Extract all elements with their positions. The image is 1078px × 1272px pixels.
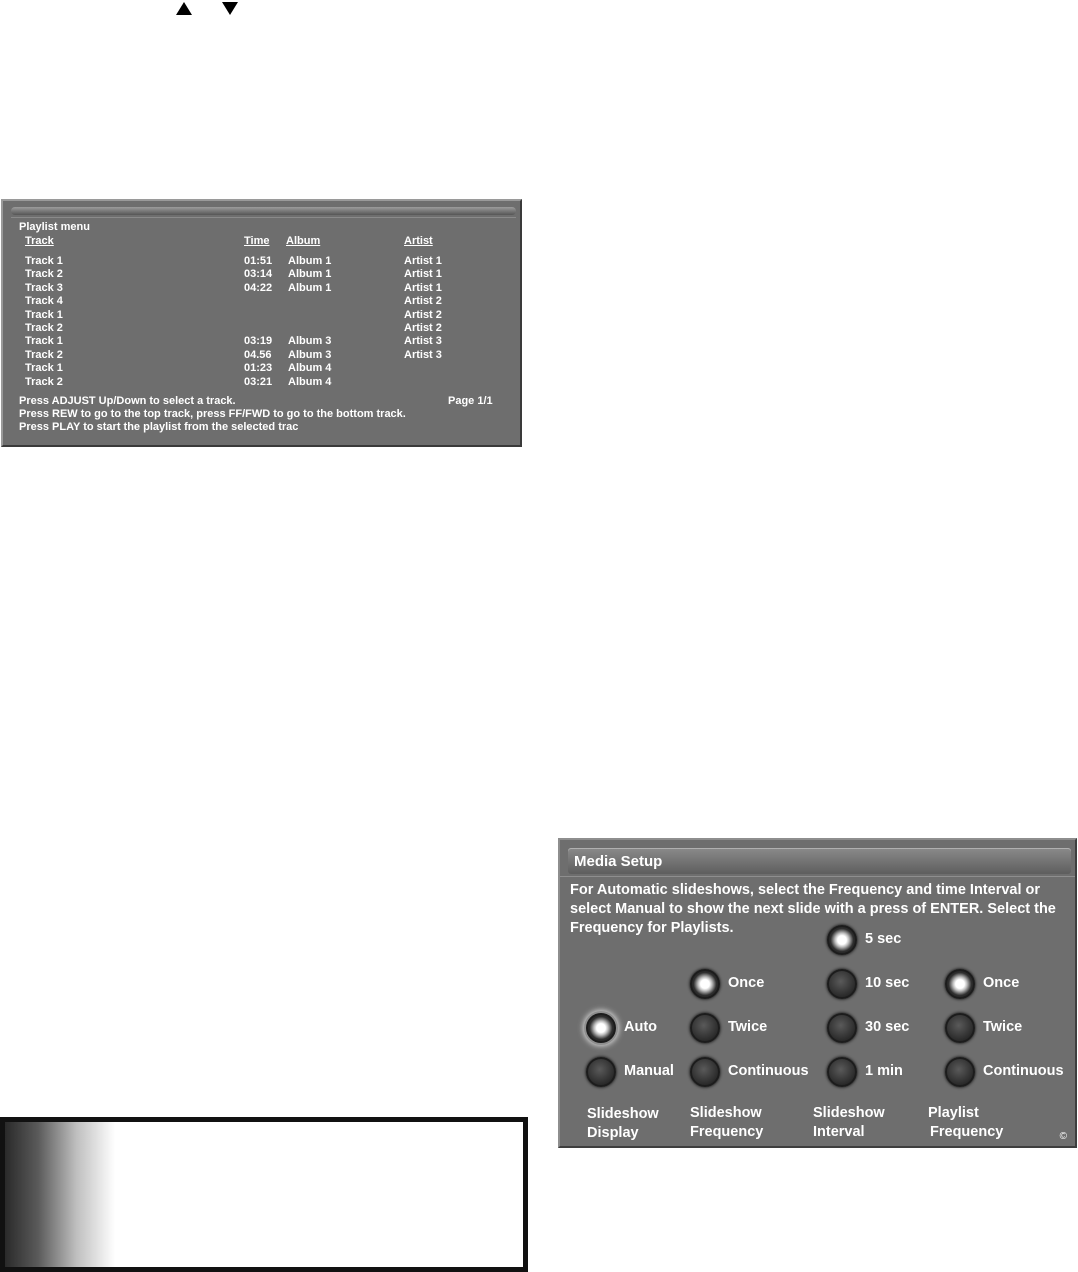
label-line: Playlist <box>928 1105 979 1121</box>
option-label: Once <box>983 975 1020 991</box>
instruction-play: Press PLAY to start the playlist from the selected trac <box>19 421 299 433</box>
option-label: 30 sec <box>865 1019 910 1035</box>
cell-time: 04.56 <box>244 348 272 361</box>
cell-album: Album 1 <box>288 281 332 294</box>
down-arrow-icon <box>222 2 238 15</box>
radio-unselected-icon[interactable] <box>690 1057 720 1087</box>
cell-time: 03:21 <box>244 375 273 388</box>
option-label: 5 sec <box>865 931 902 947</box>
radio-unselected-icon[interactable] <box>690 1013 720 1043</box>
label-slideshow-display <box>587 1105 659 1143</box>
cell-track: Track 1 <box>25 308 63 321</box>
table-row[interactable] <box>3 295 524 308</box>
option-label: Continuous <box>983 1063 1064 1079</box>
radio-unselected-icon[interactable] <box>827 1057 857 1087</box>
cell-artist: Artist 2 <box>404 308 442 321</box>
table-row[interactable] <box>3 322 524 335</box>
table-row[interactable] <box>3 255 524 268</box>
label-line: Frequency <box>930 1124 1004 1140</box>
radio-unselected-icon[interactable] <box>827 1013 857 1043</box>
cell-track: Track 1 <box>25 255 63 267</box>
playlist-menu-panel <box>1 199 522 447</box>
cell-track: Track 1 <box>25 335 63 348</box>
media-setup-title: Media Setup <box>574 853 663 870</box>
table-row[interactable] <box>3 362 524 375</box>
radio-selected-icon[interactable] <box>690 969 720 999</box>
table-row[interactable] <box>3 349 524 362</box>
cell-artist: Artist 2 <box>404 295 442 308</box>
note-box-gradient <box>5 1122 115 1267</box>
label-line: Slideshow <box>813 1105 885 1121</box>
cell-artist: Artist 1 <box>404 255 442 267</box>
cell-track: Track 3 <box>25 281 63 294</box>
cell-artist: Artist 1 <box>404 268 442 281</box>
option-label: 1 min <box>865 1063 903 1079</box>
cell-time: 03:14 <box>244 268 273 281</box>
table-row[interactable] <box>3 268 524 281</box>
note-box <box>0 1117 528 1272</box>
table-row[interactable] <box>3 282 524 295</box>
option-label: 10 sec <box>865 975 910 991</box>
cell-album: Album 3 <box>288 335 332 348</box>
option-label: Twice <box>983 1019 1023 1035</box>
column-header-album[interactable]: Album <box>286 235 321 247</box>
option-label: Manual <box>624 1063 674 1079</box>
cell-album: Album 4 <box>288 362 332 375</box>
radio-unselected-icon[interactable] <box>586 1057 616 1087</box>
option-label: Twice <box>728 1019 768 1035</box>
cell-artist: Artist 3 <box>404 348 442 361</box>
label-line: Slideshow <box>587 1106 659 1122</box>
cell-time: 01:51 <box>244 255 273 267</box>
label-line: Display <box>587 1125 639 1141</box>
radio-selected-icon[interactable] <box>586 1013 616 1043</box>
label-line: Frequency <box>690 1124 764 1140</box>
cell-track: Track 2 <box>25 322 63 334</box>
label-playlist-frequency <box>928 1104 1003 1142</box>
media-setup-panel <box>558 838 1077 1148</box>
label-line: Slideshow <box>690 1105 762 1121</box>
playlist-title: Playlist menu <box>19 221 90 233</box>
up-arrow-icon <box>176 2 192 15</box>
label-slideshow-frequency <box>690 1104 763 1142</box>
cell-time: 04:22 <box>244 281 273 294</box>
instruction-rew-ff: Press REW to go to the top track, press FF/FWD to go to the bottom track. <box>19 408 406 420</box>
cell-album: Album 1 <box>288 268 332 281</box>
cell-album: Album 3 <box>288 348 332 361</box>
option-label: Auto <box>624 1019 658 1035</box>
cell-track: Track 1 <box>25 362 63 375</box>
option-label: Once <box>728 975 765 991</box>
cell-artist: Artist 3 <box>404 335 442 348</box>
cell-time: 03:19 <box>244 335 273 348</box>
media-setup-title-bar <box>568 848 1071 874</box>
media-setup-description: For Automatic slideshows, select the Frequency and time Interval or select Manual to show the next slide with a press of ENTER. Select the Frequency for Playlists. <box>570 882 1056 936</box>
label-slideshow-interval <box>813 1104 885 1142</box>
radio-selected-icon[interactable] <box>827 925 857 955</box>
cell-track: Track 2 <box>25 375 63 388</box>
title-divider <box>560 876 1075 877</box>
column-header-time[interactable]: Time <box>244 235 270 247</box>
column-header-track[interactable]: Track <box>25 235 54 247</box>
cell-artist: Artist 1 <box>404 281 442 294</box>
table-row[interactable] <box>3 309 524 322</box>
label-line: Interval <box>813 1124 865 1140</box>
page-indicator: Page 1/1 <box>448 395 493 407</box>
cell-time: 01:23 <box>244 362 273 375</box>
table-row[interactable] <box>3 335 524 348</box>
cell-track: Track 4 <box>25 295 63 308</box>
cell-artist: Artist 2 <box>404 322 442 334</box>
radio-unselected-icon[interactable] <box>945 1013 975 1043</box>
cell-track: Track 2 <box>25 348 63 361</box>
instruction-adjust: Press ADJUST Up/Down to select a track. <box>19 395 236 407</box>
radio-unselected-icon[interactable] <box>827 969 857 999</box>
cell-album: Album 1 <box>288 255 332 267</box>
radio-selected-icon[interactable] <box>945 969 975 999</box>
table-row[interactable] <box>3 376 524 389</box>
cell-album: Album 4 <box>288 375 332 388</box>
playlist-title-bar <box>11 207 516 215</box>
option-label: Continuous <box>728 1063 809 1079</box>
column-header-artist[interactable]: Artist <box>404 235 433 247</box>
copyright-icon: © <box>1059 1131 1067 1142</box>
radio-unselected-icon[interactable] <box>945 1057 975 1087</box>
playlist-track-list[interactable] <box>3 255 524 388</box>
cell-track: Track 2 <box>25 268 63 281</box>
